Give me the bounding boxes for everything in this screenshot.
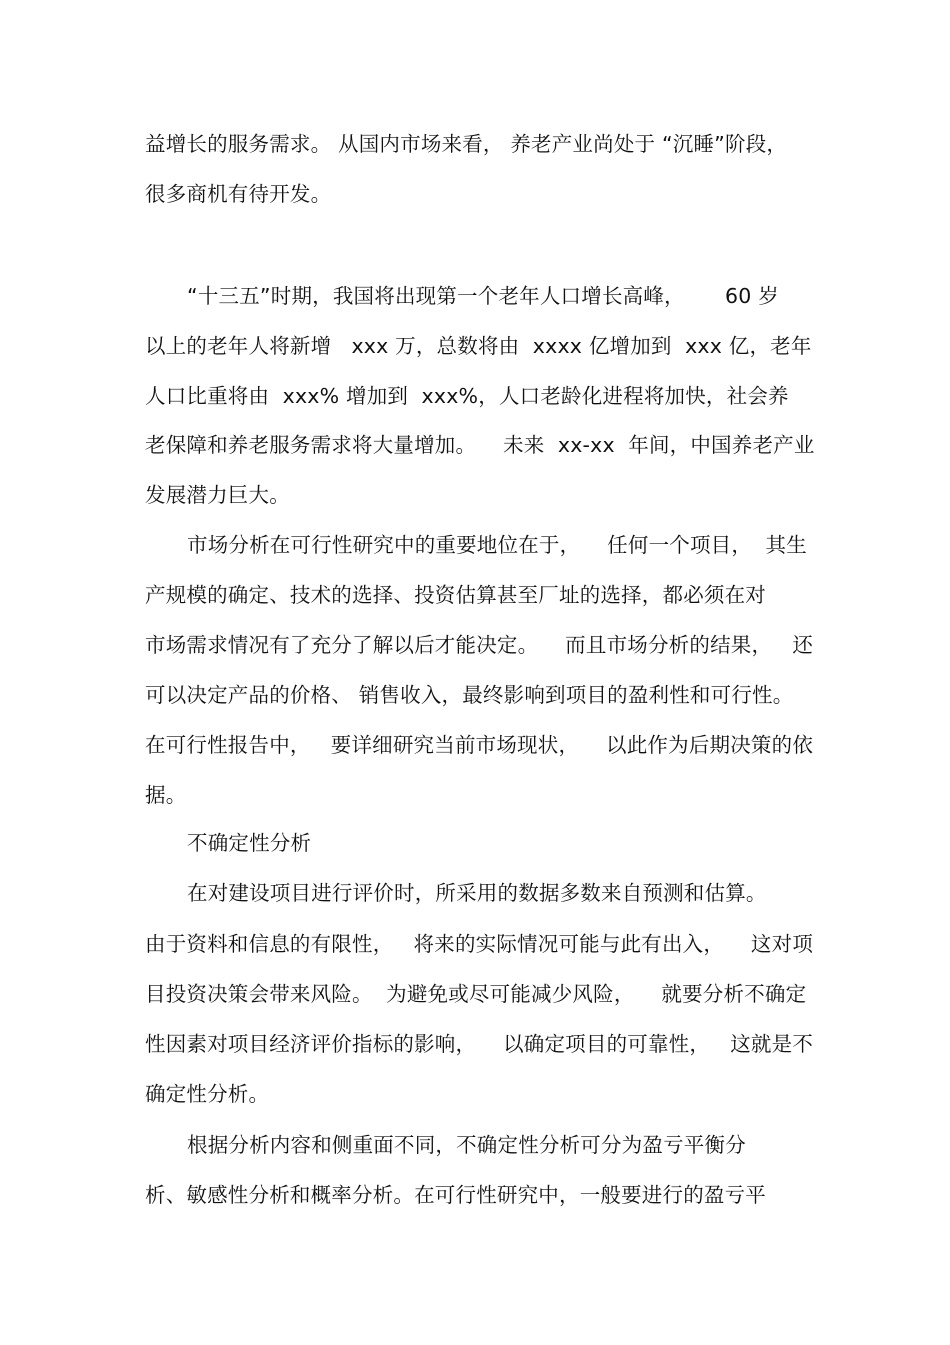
text-line: 老保障和养老服务需求将大量增加。 未来 xx-xx 年间，中国养老产业 xyxy=(145,433,815,457)
text-line: 可以决定产品的价格、 销售收入，最终影响到项目的盈利性和可行性。 xyxy=(145,683,794,707)
text-line: 据。 xyxy=(145,783,187,807)
text-line: 市场需求情况有了充分了解以后才能决定。 而且市场分析的结果， 还 xyxy=(145,633,814,657)
text-line: 性因素对项目经济评价指标的影响， 以确定项目的可靠性， 这就是不 xyxy=(145,1032,814,1056)
text-line: 析、敏感性分析和概率分析。在可行性研究中，一般要进行的盈亏平 xyxy=(145,1183,766,1207)
text-line: 市场分析在可行性研究中的重要地位在于， 任何一个项目， 其生 xyxy=(187,533,807,557)
text-line: 发展潜力巨大。 xyxy=(145,483,290,507)
text-line: 由于资料和信息的有限性， 将来的实际情况可能与此有出入， 这对项 xyxy=(145,932,814,956)
text-line: “十三五”时期，我国将出现第一个老年人口增长高峰， 60 岁 xyxy=(187,284,779,308)
text-line: 很多商机有待开发。 xyxy=(145,182,332,206)
text-line: 根据分析内容和侧重面不同，不确定性分析可分为盈亏平衡分 xyxy=(187,1133,746,1157)
text-line: 人口比重将由 xxx% 增加到 xxx%，人口老龄化进程将加快，社会养 xyxy=(145,384,789,408)
text-line: 目投资决策会带来风险。 为避免或尽可能减少风险， 就要分析不确定 xyxy=(145,982,807,1006)
text-line: 确定性分析。 xyxy=(145,1082,270,1106)
text-line: 在可行性报告中， 要详细研究当前市场现状， 以此作为后期决策的依 xyxy=(145,733,814,757)
text-line: 产规模的确定、技术的选择、投资估算甚至厂址的选择，都必须在对 xyxy=(145,583,766,607)
text-line: 在对建设项目进行评价时，所采用的数据多数来自预测和估算。 xyxy=(187,881,767,905)
text-line: 以上的老年人将新增 xxx 万，总数将由 xxxx 亿增加到 xxx 亿，老年 xyxy=(145,334,812,358)
section-heading: 不确定性分析 xyxy=(187,831,312,855)
text-line: 益增长的服务需求。 从国内市场来看， 养老产业尚处于 “沉睡”阶段， xyxy=(145,132,788,156)
